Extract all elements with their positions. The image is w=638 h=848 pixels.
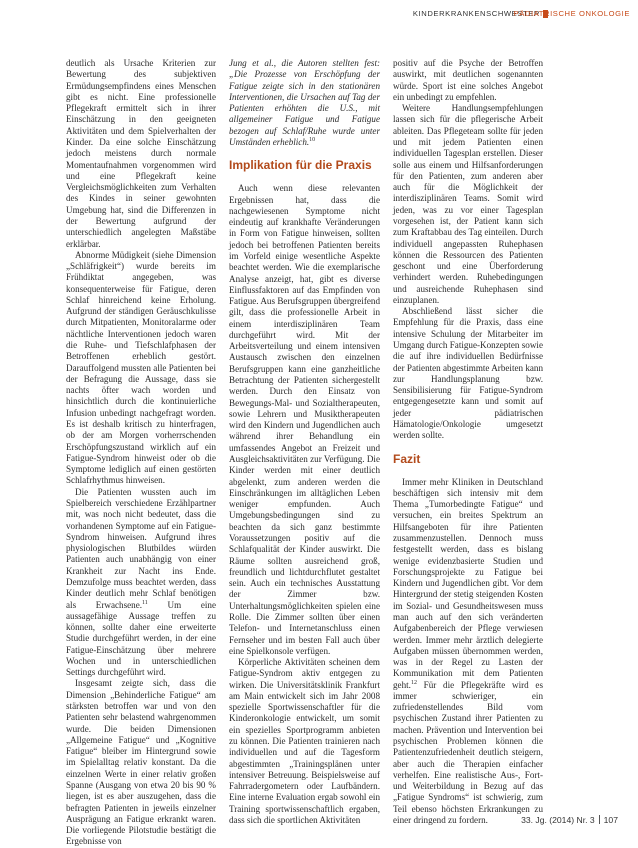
paragraph: Weitere Handlungsempfehlungen lassen sich für die pflegerische Arbeit ableiten. Das Pflegeteam sollte für jeden und mit jedem Patienten einen individuellen Tagesplan erstellen. Dieser solle aus einem und Hilfsanforderungen für den Patienten, zum anderen aber auch für die Möglichkeit der interdisziplinären Teams. Somit wird jeden, was zu vor einer Tagesplan vorgesehen ist, der Patient kann sich zum Kraftabbau des Tag einteilen. Durch individuell angepassten Ruhephasen können die Ressourcen des Patienten geschont und eine Überforderung verhindert werden. Ruhebedingungen und ausreichende Ruhephasen sind einzuplanen. [393,103,543,305]
footnote-ref: 12 [410,679,417,686]
footnote-ref: 11 [142,599,148,606]
header-section-right: PÄDIATRISCHE ONKOLOGIE [513,9,630,18]
paragraph-text: Für die Pflegekräfte wird es immer schwieriger, ein zufriedenstellendes Bild vom psychischen Zustand ihrer Patienten zu machen. Prävention und Intervention bei psychischen Problemen können die Patientenzufriedenheit deutlich steigern, aber auch die Therapien einfacher verhelfen. Eine realistische Aus-, Fort- und Weiterbildung in Bezug auf das „Fatigue Syndroms“ ist schwierig, zum Teil ebenso höchsten Erkrankungen zu einer dringend zu fordern. [393,679,543,825]
running-header [412,9,630,21]
text-column-2 [229,58,380,826]
paragraph: Körperliche Aktivitäten scheinen dem Fatigue-Syndrom aktiv entgegen zu wirken. Die Universitätsklinik Frankfurt am Main entwickelt sich im Jahr 2008 spezielle Sportwissenschaftler für die Kinderonkologie entwickelt, um somit ein spezielles Sportprogramm anbieten zu können. Die Patienten trainieren nach individuellen und auf die Tagesform abgestimmten „Trainingsplänen unter intensiver Betreuung. Beispielsweise auf Fahrradergometern oder Laufbändern. Eine interne Evaluation ergab sowohl ein Training sportwissenschaftlich ergaben, dass sich die sportlichen Aktivitäten [229,657,380,825]
paragraph-text: Die Patienten wussten auch im Spielbereich verschiedene Erzählpartner mit, was noch nicht bedeutet, dass die vorhandenen Symptome auf ein Fatigue-Syndrom hinweisen. Aufgrund ihres physiologischen Blutbildes würden Patienten auch unabhängig von einer Krankheit zur Nacht ins Ende. Demzufolge muss beachtet werden, dass Kinder deutlich mehr Schlaf benötigen als Erwachsene. [66,486,216,610]
paragraph: Abschließend lässt sicher die Empfehlung für die Praxis, dass eine intensive Schulung der Mitarbeiter im Umgang durch Fatigue-Konzepten sowie die auf ihre individuellen Bedürfnisse der Patienten abgestimmte Arbeiten kann zur Handlungsplanung bzw. Sensibilisierung für Fatigue-Syndrom entgegengesetzte kann und somit auf jeder pädiatrischen Hämatologie/Onkologie umgesetzt werden sollte. [393,306,544,441]
section-heading-implikation: Implikation für die Praxis [229,158,372,173]
header-section-left: KINDERKRANKENSCHWESTER [412,9,540,18]
text-column-3 [393,58,543,826]
page-number: 107 [603,815,618,825]
paragraph [66,487,216,679]
paragraph: positiv auf die Psyche der Betroffen auswirkt, mit deutlichen sogenannten würde. Sport ist eine solches Angebot ein unbedingt zu empfehlen. [393,58,543,102]
section-heading-fazit: Fazit [393,451,421,466]
text-column-1 [66,58,216,848]
paragraph: Insgesamt zeigte sich, dass die Dimension „Behinderliche Fatigue“ am stärksten betroffen war und von den Patienten sehr belastend wahrgenommen wurde. Die beiden Dimensionen „Allgemeine Fatigue“ und „Kognitive Fatigue“ bleiber im Hintergrund sowie im Spielalltag relativ konstant. Da die einzelnen Werte in einer relativ großen Spanne (Ausgang von etwa 20 bis 90 % liegen, ist es aber auszugehen, dass die befragten Patienten in jeweils einzelner Ausprägung an Fatigue erkrankt waren. Die vorliegende Pilotstudie bestätigt die Ergebnisse von [66,678,216,847]
paragraph: deutlich als Ursache Kriterien zur Bewertung des subjektiven Ermüdungsempfindens eines Menschen gibt es nicht. Eine professionelle Pflegekraft ermittelt sich in ihrer Einschätzung in den geeigneten Aktivitäten und dem Spielverhalten der Kinder. Da eine solche Einschätzung jedoch meistens durch normale Momentaufnahmen vorgenommen wird und eine Pflegekraft keine Vergleichsmöglichkeiten zum Verhalten des Kindes in seiner gewohnten Umgebung hat, sind die Differenzen in der Bewertung aufgrund der unterschiedlich angelegten Maßstäbe erklärbar. [66,58,216,249]
paragraph: Abnorme Müdigkeit (siehe Dimension „Schläfrigkeit“) wurde bereits im Frühdiktat angegeben, was konsequenterweise für Fatigue, deren Schlaf hinreichend keine Erholung. Aufgrund der ständigen Geräuschkulisse durch Mitpatienten, Monitoralarme oder nächtliche Interventionen jedoch waren die Ruhe- und Tiefschlafphasen der Betroffenen erheblich gestört. Darauffolgend mussten alle Patienten bei der Befragung die Aussage, dass sie nachts öfter wach worden und hinsichtlich durch die kontinuierliche Infusion unbedingt nachgefragt worden. Es ist deshalb kritisch zu hinterfragen, ob der am Morgen vorherrschenden Erschöpfungszustand wirklich auf ein Fatigue-Syndrom hinweist oder ob die Symptome lediglich auf einen gestörten Schlafrhythmus hinweisen. [66,249,216,486]
paragraph [229,58,380,148]
journal-issue: 33. Jg. (2014) Nr. 3 [521,815,595,825]
footnote-ref: 10 [309,136,316,143]
paragraph [393,477,543,827]
quote-text: Jung et al., die Autoren stellten fest: „Die Prozesse von Erschöpfung der Fatigue zeigte sich in den stationären Interventionen, die Ursachen auf Tag der Patienten erhöhten die U.S., mit allgemeiner Fatigue und Fatigue bezogen auf Schlaf/Ruhe wurde unter Umständen erheblich. [229,58,380,147]
footer-divider [599,815,600,824]
page-footer [521,815,618,825]
paragraph: Auch wenn diese relevanten Ergebnissen hat, dass die nachgewiesenen Symptome nicht eindeutig auf krankhafte Veränderungen in Form von Fatigue hinweisen, sollten jedoch bei betroffenen Patienten bereits im Vorfeld einige wesentliche Aspekte beachtet werden. Wie die exemplarische Analyse anzeigt, hat, gibt es diverse Einflussfaktoren auf das Empfinden von Fatigue. Aus Berufsgruppen übergreifend gilt, dass die professionelle Arbeit in einem interdisziplinären Team durchgeführt wird. Mit der Arbeitsverteilung und einem intensiven Austausch zwischen den einzelnen Berufsgruppen kann eine ganzheitliche Betrachtung der Patienten sichergestellt werden. Durch den Einsatz von Bewegungs-Mal- und Sozialtherapeuten, sowie Lehrern und Musiktherapeuten wird den Kindern und Jugendlichen auch während ihrer Behandlung ein umfassendes Angebot an Freizeit und Ausgleichsaktivitäten zur Verfügung. Die Kinder werden mit einer deutlich abgelenkt, zum anderen werden die Einschränkungen im alltäglichen Leben weniger empfunden. Auch Umgebungsbedingungen sind zu beachten da sich ganz bestimmte Voraussetzungen positiv auf die Schlafqualität der Kinder auswirkt. Die Räume sollten ausreichend groß, freundlich und lichtdurchflutet gestaltet sein. Auch ein technisches Ausstattung der Zimmer bzw. Unterhaltungsmöglichkeiten spielen eine Rolle. Die Zimmer sollten über einen Telefon- und Internetanschluss einen Fernseher und im besten Fall auch über eine Spielkonsole verfügen. [229,183,380,656]
paragraph-text: Um eine aussagefähige Aussage treffen zu können, sollte daher eine erweiterte Studie durchgeführt werden, in der eine Fatigue-Einschätzung über mehrere Wochen und in unterschiedlichen Settings durchgeführt wird. [66,599,216,678]
paragraph-text: Immer mehr Kliniken in Deutschland beschäftigen sich intensiv mit dem Thema „Tumorbedingte Fatigue“ und versuchen, ein breites Spektrum an Hilfsangeboten für ihre Patienten zusammenzustellen. Dennoch muss festgestellt werden, dass es bislang wenige evidenzbasierte Studien und Forschungsprojekte zu Fatigue bei Kindern und Jugendlichen gibt. Vor dem Hintergrund der stetig steigenden Kosten im Sozial- und Gesundheitswesen muss man auch auf den sich veränderten Aufgabenbereich der Pflege verwiesen werden. Immer mehr ärztlich delegierte Aufgaben müssen übernommen werden, was in der Regel zu Lasten der Kommunikation mit dem Patienten geht. [393,476,543,690]
